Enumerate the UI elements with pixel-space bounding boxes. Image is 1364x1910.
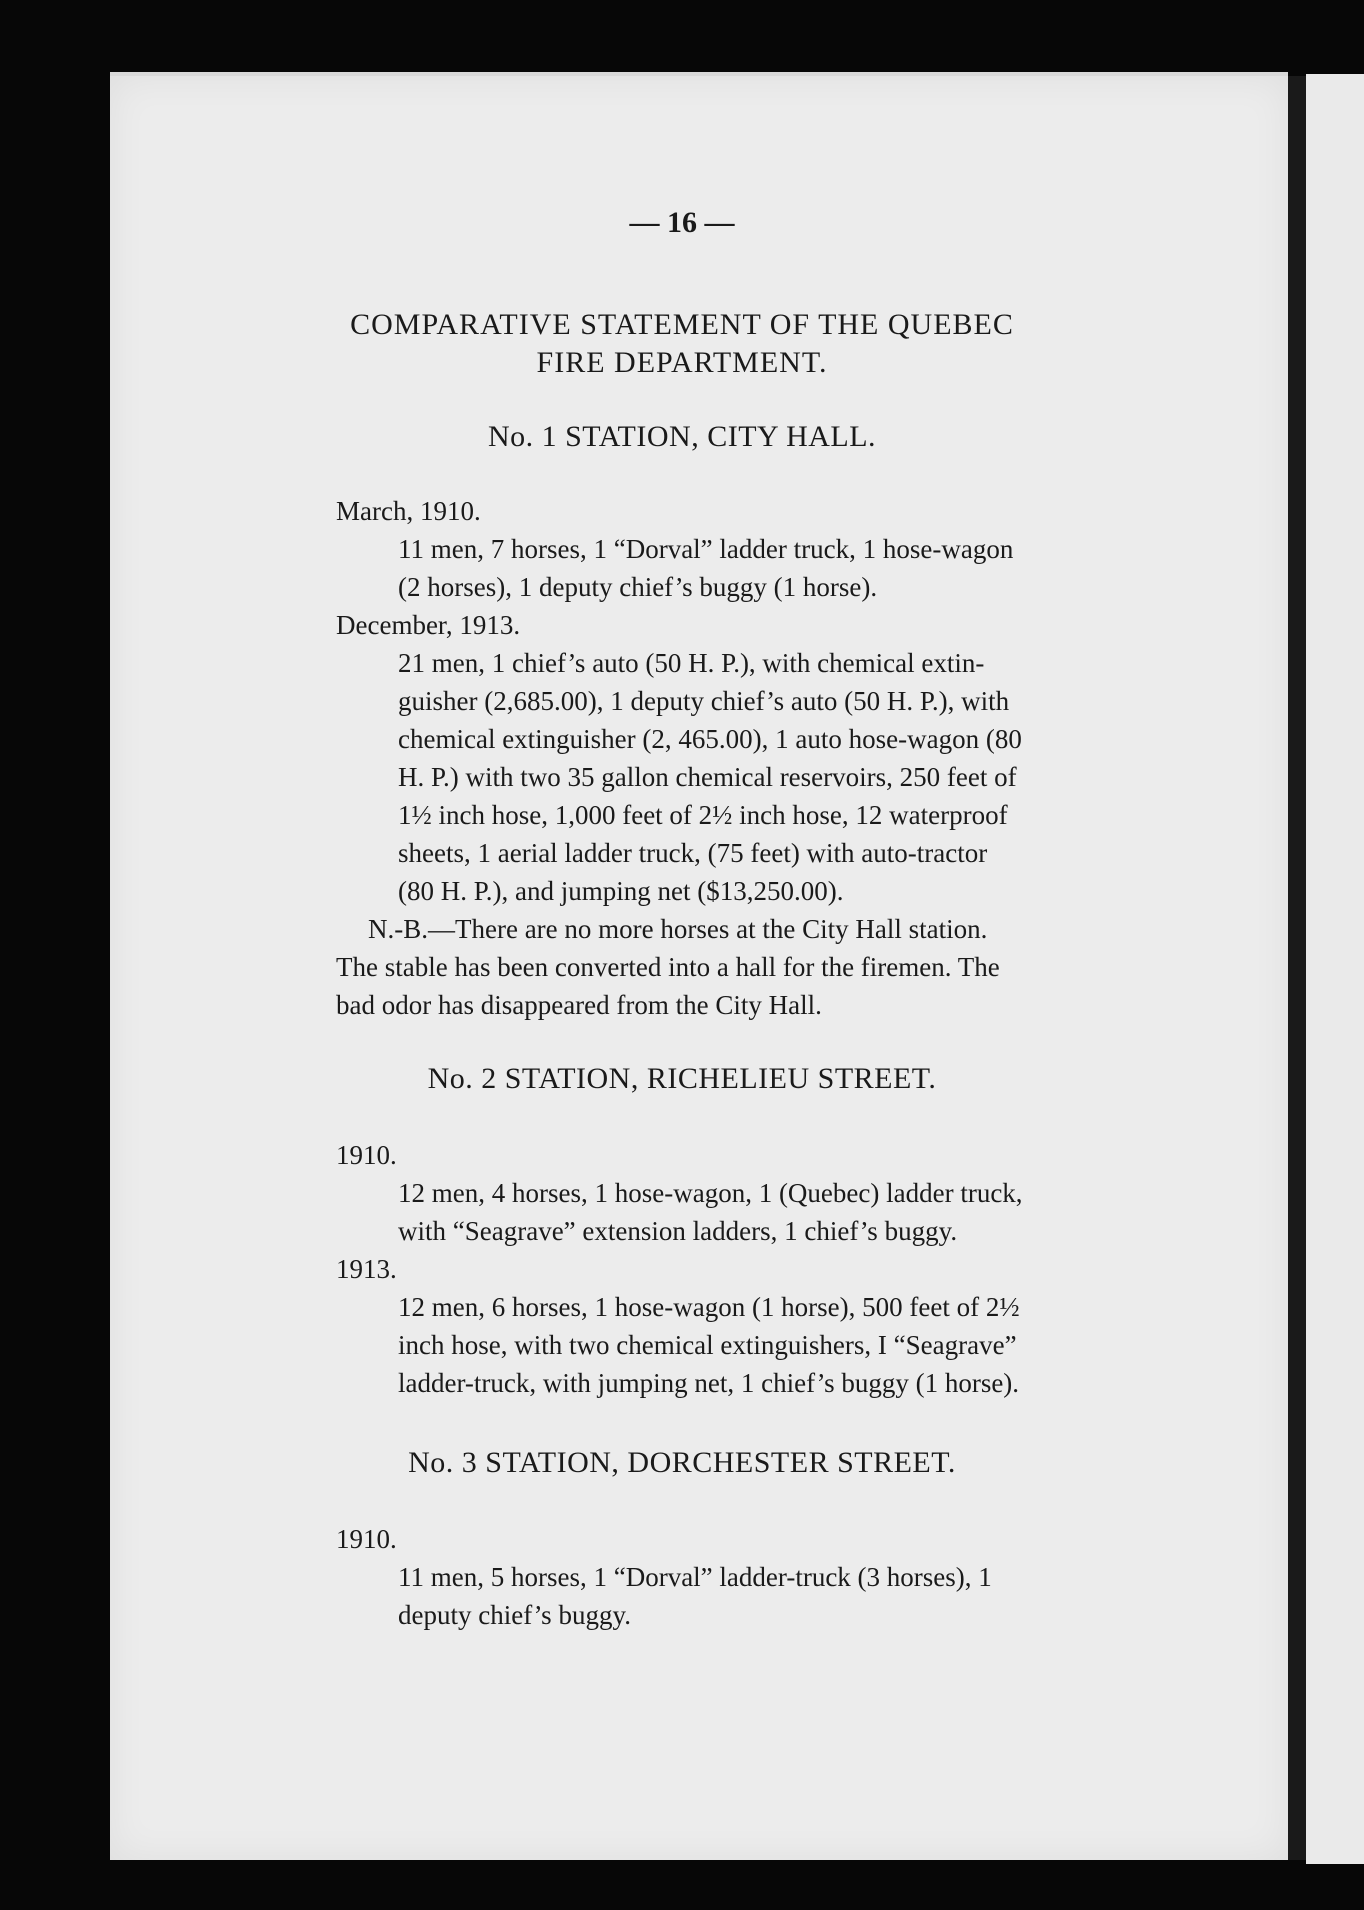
station-3-entry-1-line: deputy chief’s buggy. bbox=[398, 1600, 631, 1630]
station-3-heading: No. 3 STATION, DORCHESTER STREET. bbox=[408, 1446, 956, 1479]
station-1-entry-2-line: sheets, 1 aerial ladder truck, (75 feet) with auto-tractor bbox=[398, 838, 988, 868]
station-1-date-1: March, 1910. bbox=[336, 496, 481, 526]
station-2-entry-2-line: 12 men, 6 horses, 1 hose-wagon (1 horse), 500 feet of 2½ bbox=[398, 1292, 1020, 1322]
station-1-note-line: N.-B.—There are no more horses at the City Hall station. bbox=[368, 914, 988, 944]
document-title-line-1: COMPARATIVE STATEMENT OF THE QUEBEC bbox=[350, 308, 1014, 341]
station-2-date-1: 1910. bbox=[336, 1140, 397, 1170]
station-1-entry-2-line: H. P.) with two 35 gallon chemical reservoirs, 250 feet of bbox=[398, 762, 1017, 792]
station-2-entry-1-line: with “Seagrave” extension ladders, 1 chief’s buggy. bbox=[398, 1216, 958, 1246]
station-1-heading: No. 1 STATION, CITY HALL. bbox=[487, 420, 877, 453]
station-1-note-line: bad odor has disappeared from the City Hall. bbox=[336, 990, 822, 1020]
station-2-entry-2-line: ladder-truck, with jumping net, 1 chief’s buggy (1 horse). bbox=[398, 1368, 1020, 1398]
station-1-entry-2-line: chemical extinguisher (2, 465.00), 1 auto hose-wagon (80 bbox=[398, 724, 1022, 754]
station-1-note-line: The stable has been converted into a hall for the firemen. The bbox=[336, 952, 1000, 982]
document-title-line-2: FIRE DEPARTMENT. bbox=[536, 346, 828, 379]
station-1-entry-2-line: 21 men, 1 chief’s auto (50 H. P.), with chemical extin- bbox=[398, 648, 985, 678]
station-2-date-2: 1913. bbox=[336, 1254, 397, 1284]
station-1-entry-2-line: 1½ inch hose, 1,000 feet of 2½ inch hose, 12 waterproof bbox=[398, 800, 1008, 830]
station-1-date-2: December, 1913. bbox=[336, 610, 521, 640]
station-2-entry-1-line: 12 men, 4 horses, 1 hose-wagon, 1 (Quebec) ladder truck, bbox=[398, 1178, 1023, 1208]
station-1-entry-2-line: guisher (2,685.00), 1 deputy chief’s auto (50 H. P.), with bbox=[398, 686, 1010, 716]
station-2-heading: No. 2 STATION, RICHELIEU STREET. bbox=[427, 1062, 937, 1095]
station-3-date-1: 1910. bbox=[336, 1524, 397, 1554]
page-number: — 16 — bbox=[629, 206, 735, 239]
station-1-entry-1-line: (2 horses), 1 deputy chief’s buggy (1 horse). bbox=[398, 572, 878, 602]
station-2-entry-2-line: inch hose, with two chemical extinguishers, I “Seagrave” bbox=[398, 1330, 1017, 1360]
station-1-entry-1-line: 11 men, 7 horses, 1 “Dorval” ladder truck, 1 hose-wagon bbox=[398, 534, 1014, 564]
station-3-entry-1-line: 11 men, 5 horses, 1 “Dorval” ladder-truck (3 horses), 1 bbox=[398, 1562, 992, 1592]
station-1-entry-2-line: (80 H. P.), and jumping net ($13,250.00). bbox=[398, 876, 844, 906]
